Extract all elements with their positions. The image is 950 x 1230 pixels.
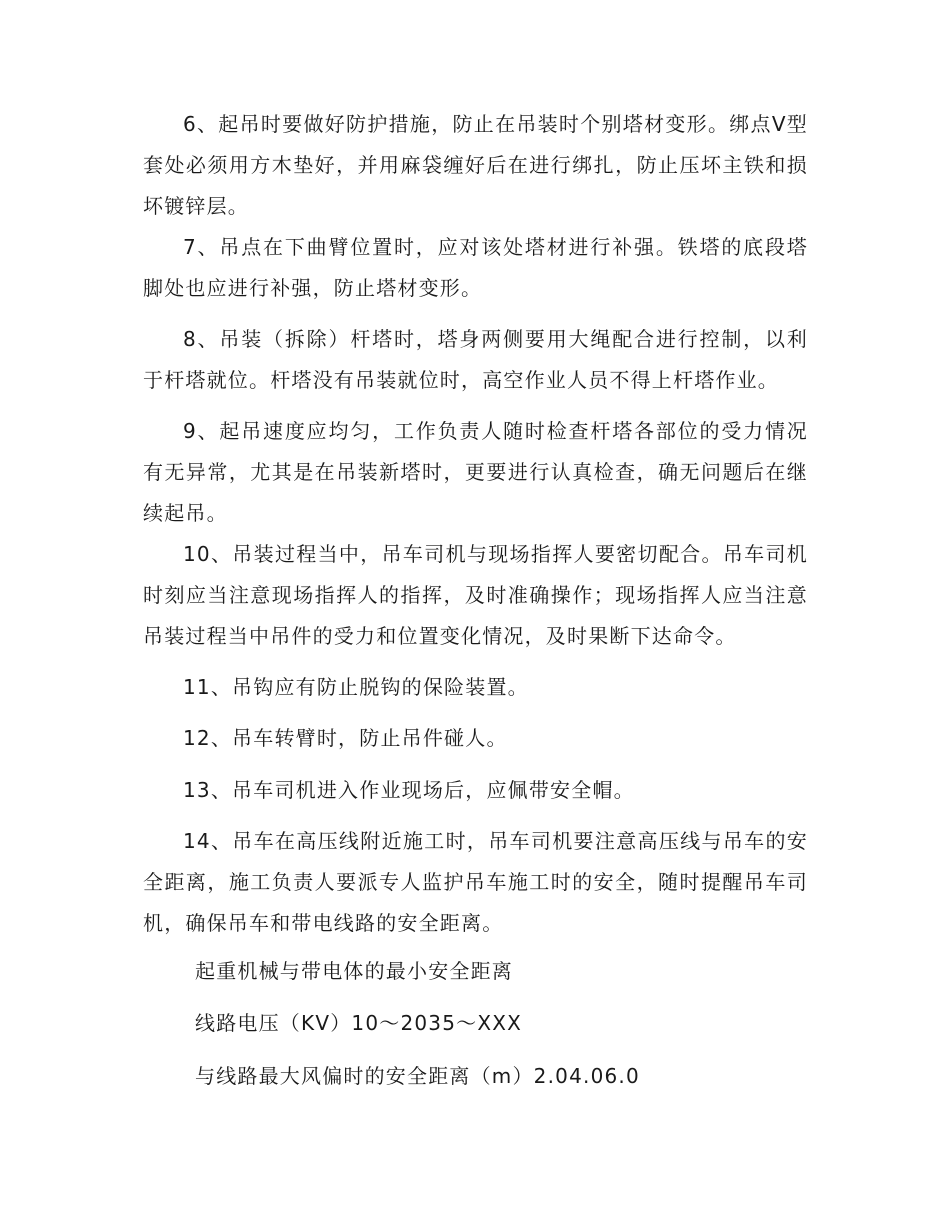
- paragraph-item-10: 10、吊装过程当中，吊车司机与现场指挥人要密切配合。吊车司机时刻应当注意现场指挥人的指挥，及时准确操作；现场指挥人应当注意吊装过程当中吊件的受力和位置变化情况，及时果断下达命令。: [143, 542, 808, 648]
- safety-distance-row: 与线路最大风偏时的安全距离（m）2.04.06.0: [195, 1064, 640, 1088]
- paragraph-item-14: 14、吊车在高压线附近施工时，吊车司机要注意高压线与吊车的安全距离，施工负责人要派专人监护吊车施工时的安全，随时提醒吊车司机，确保吊车和带电线路的安全距离。: [143, 829, 808, 935]
- paragraph-item-9: 9、起吊速度应均匀，工作负责人随时检查杆塔各部位的受力情况有无异常，尤其是在吊装新塔时，更要进行认真检查，确无问题后在继续起吊。: [143, 419, 808, 525]
- paragraph-item-7: 7、吊点在下曲臂位置时，应对该处塔材进行补强。铁塔的底段塔脚处也应进行补强，防止塔材变形。: [143, 235, 808, 300]
- paragraph-item-12: 12、吊车转臂时，防止吊件碰人。: [183, 726, 508, 750]
- paragraph-item-11: 11、吊钩应有防止脱钩的保险装置。: [183, 675, 529, 699]
- paragraph-item-8: 8、吊装（拆除）杆塔时，塔身两侧要用大绳配合进行控制，以利于杆塔就位。杆塔没有吊装就位时，高空作业人员不得上杆塔作业。: [143, 327, 808, 392]
- paragraph-item-13: 13、吊车司机进入作业现场后，应佩带安全帽。: [183, 778, 635, 802]
- paragraph-item-6: 6、起吊时要做好防护措施，防止在吊装时个别塔材变形。绑点V型套处必须用方木垫好，并用麻袋缠好后在进行绑扎，防止压坏主铁和损坏镀锌层。: [143, 112, 808, 218]
- safety-distance-heading: 起重机械与带电体的最小安全距离: [195, 959, 513, 983]
- line-voltage-row: 线路电压（KV）10～2035～XXX: [195, 1011, 523, 1035]
